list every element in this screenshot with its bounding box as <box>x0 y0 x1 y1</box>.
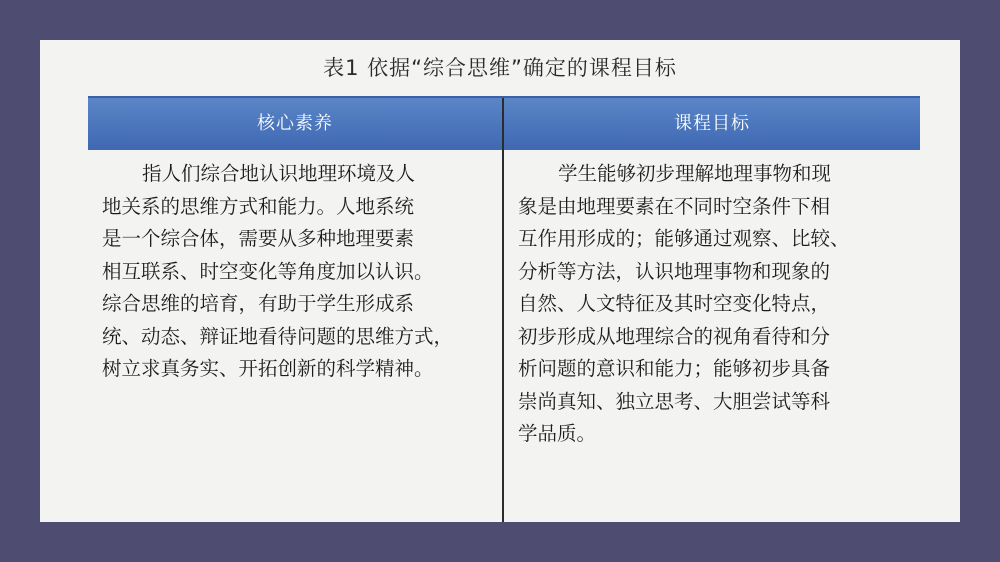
document-page <box>40 40 960 522</box>
course-goal-line: 析问题的意识和能力；能够初步具备 <box>518 357 831 380</box>
table-header-row <box>88 98 920 150</box>
course-goal-line: 分析等方法，认识地理事物和现象的 <box>518 259 831 283</box>
header-core-literacy: 核心素养 <box>257 113 333 134</box>
core-literacy-line: 地关系的思维方式和能力。人地系统 <box>102 194 415 218</box>
course-goal-line: 崇尚真知、独立思考、大胆尝试等科 <box>518 389 831 413</box>
core-literacy-cell <box>102 158 494 386</box>
course-goals-cell <box>518 158 914 451</box>
goals-table <box>88 96 920 522</box>
course-goal-line: 学品质。 <box>518 422 597 445</box>
course-goal-line: 象是由地理要素在不同时空条件下相 <box>518 194 831 218</box>
course-goal-line: 自然、人文特征及其时空变化特点， <box>518 292 831 315</box>
core-literacy-line: 相互联系、时空变化等角度加以认识。 <box>102 259 434 283</box>
course-goal-line: 互作用形成的；能够通过观察、比较、 <box>518 227 850 250</box>
column-divider <box>502 98 504 522</box>
course-goal-line: 初步形成从地理综合的视角看待和分 <box>518 324 831 348</box>
table-title: 表1 依据“综合思维”确定的课程目标 <box>323 56 677 80</box>
course-goal-line: 学生能够初步理解地理事物和现 <box>558 162 832 185</box>
core-literacy-line: 是一个综合体，需要从多种地理要素 <box>102 227 415 250</box>
core-literacy-line: 综合思维的培育，有助于学生形成系 <box>102 292 415 315</box>
core-literacy-line: 指人们综合地认识地理环境及人 <box>142 162 416 185</box>
header-course-goals: 课程目标 <box>674 113 750 134</box>
core-literacy-line: 统、动态、辩证地看待问题的思维方式， <box>102 324 454 348</box>
core-literacy-line: 树立求真务实、开拓创新的科学精神。 <box>102 357 434 380</box>
